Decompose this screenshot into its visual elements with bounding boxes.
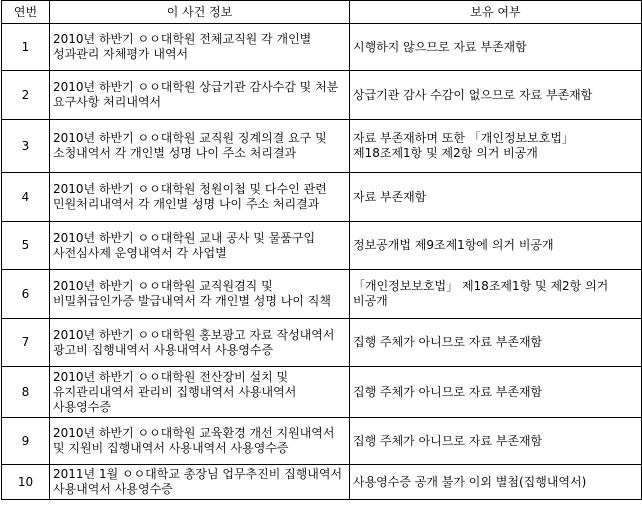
row-no: 9 — [2, 418, 50, 465]
row-info: 2010년 하반기 ㅇㅇ대학원 교육환경 개선 지원내역서 및 지원비 집행내역서 사용내역서 사용영수증 — [50, 418, 350, 465]
row-status: 사용영수증 공개 불가 이외 별첨(집행내역서) — [350, 465, 642, 500]
row-status: 시행하지 않으므로 자료 부존재함 — [350, 24, 642, 71]
table-row — [2, 222, 642, 270]
row-no: 4 — [2, 173, 50, 222]
row-info: 2010년 하반기 ㅇㅇ대학원 교직원겸직 및 비밀취급인가증 발급내역서 각 개인별 성명 나이 직책 — [50, 270, 350, 319]
row-status: 집행 주체가 아니므로 자료 부존재함 — [350, 367, 642, 418]
table-row — [2, 120, 642, 173]
row-status: 집행 주체가 아니므로 자료 부존재함 — [350, 418, 642, 465]
row-no: 1 — [2, 24, 50, 71]
row-status: 「개인정보보호법」 제18조제1항 및 제2항 의거 비공개 — [350, 270, 642, 319]
row-no: 10 — [2, 465, 50, 500]
row-info: 2010년 하반기 ㅇㅇ대학원 청원이첩 및 다수인 관련 민원처리내역서 각 개인별 성명 나이 주소 처리결과 — [50, 173, 350, 222]
table-row — [2, 173, 642, 222]
table-row — [2, 465, 642, 500]
row-status: 자료 부존재하며 또한 「개인정보보호법」 제18조제1항 및 제2항 의거 비공개 — [350, 120, 642, 173]
row-info: 2010년 하반기 ㅇㅇ대학원 전산장비 설치 및 유지관리내역서 관리비 집행내역서 사용내역서 사용영수증 — [50, 367, 350, 418]
row-no: 2 — [2, 71, 50, 120]
header-status: 보유 여부 — [350, 1, 642, 24]
row-info: 2010년 하반기 ㅇㅇ대학원 교직원 징계의결 요구 및 소청내역서 각 개인별 성명 나이 주소 처리결과 — [50, 120, 350, 173]
table-row — [2, 71, 642, 120]
row-no: 8 — [2, 367, 50, 418]
row-info: 2011년 1월 ㅇㅇ대학교 총장님 업무추진비 집행내역서 사용내역서 사용영수증 — [50, 465, 350, 500]
row-info: 2010년 하반기 ㅇㅇ대학원 상급기관 감사수감 및 처분 요구사항 처리내역서 — [50, 71, 350, 120]
row-status: 자료 부존재함 — [350, 173, 642, 222]
row-no: 6 — [2, 270, 50, 319]
row-no: 7 — [2, 319, 50, 367]
information-table — [1, 0, 642, 500]
table-row — [2, 270, 642, 319]
header-no: 연번 — [2, 1, 50, 24]
table-header-row — [2, 1, 642, 24]
table-row — [2, 319, 642, 367]
row-info: 2010년 하반기 ㅇㅇ대학원 전체교직원 각 개인별 성과관리 자체평가 내역서 — [50, 24, 350, 71]
row-status: 정보공개법 제9조제1항에 의거 비공개 — [350, 222, 642, 270]
row-no: 3 — [2, 120, 50, 173]
row-info: 2010년 하반기 ㅇㅇ대학원 홍보광고 자료 작성내역서 광고비 집행내역서 사용내역서 사용영수증 — [50, 319, 350, 367]
table-row — [2, 24, 642, 71]
header-info: 이 사건 정보 — [50, 1, 350, 24]
row-info: 2010년 하반기 ㅇㅇ대학원 교내 공사 및 물품구입 사전심사제 운영내역서 각 사업별 — [50, 222, 350, 270]
row-status: 집행 주체가 아니므로 자료 부존재함 — [350, 319, 642, 367]
row-status: 상급기관 감사 수감이 없으므로 자료 부존재함 — [350, 71, 642, 120]
table-row — [2, 418, 642, 465]
row-no: 5 — [2, 222, 50, 270]
table-row — [2, 367, 642, 418]
